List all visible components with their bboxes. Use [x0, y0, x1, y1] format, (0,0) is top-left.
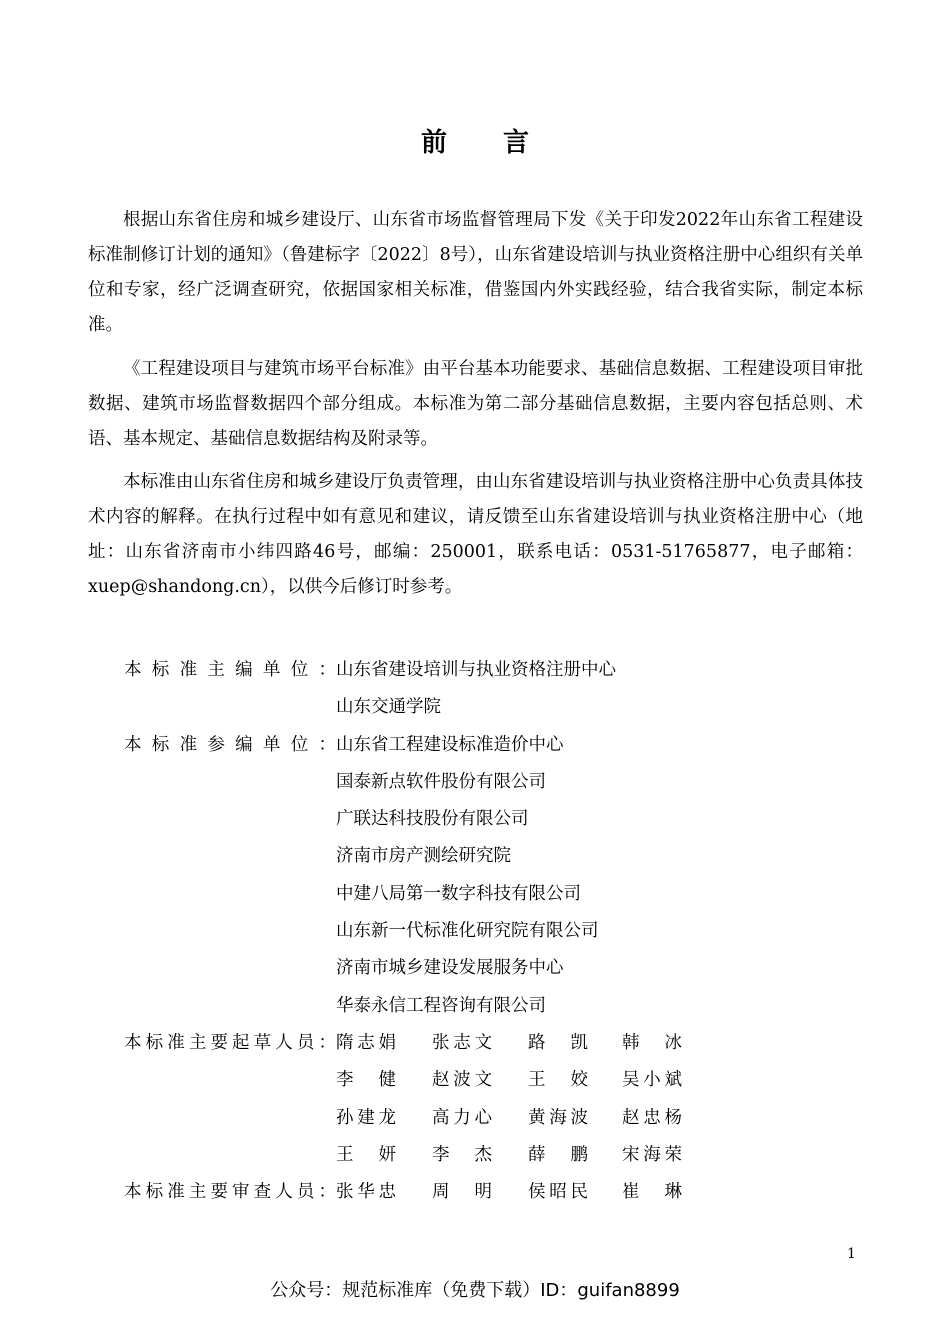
- drafter-row: [0, 1025, 950, 1062]
- reviewer-name: 侯昭民: [528, 1182, 588, 1203]
- participating-unit-row: [0, 988, 950, 1025]
- participating-unit: 广联达科技股份有限公司: [336, 809, 529, 830]
- reviewers-label: 本标准主要审查人员：: [124, 1182, 336, 1203]
- drafter-name: 孙建龙: [336, 1107, 396, 1128]
- credits-section: [0, 652, 950, 1211]
- drafter-name: 李杰: [432, 1144, 492, 1165]
- drafter-name: 王姣: [528, 1070, 588, 1091]
- drafter-name: 李健: [336, 1070, 396, 1091]
- participating-unit: 济南市城乡建设发展服务中心: [336, 958, 564, 979]
- participating-unit: 中建八局第一数字科技有限公司: [336, 883, 581, 904]
- participating-label: 本标准参编单位：: [124, 734, 336, 755]
- drafter-name: 赵忠杨: [622, 1107, 682, 1128]
- chief-editor-row: [0, 689, 950, 726]
- chief-editor-unit: 山东省建设培训与执业资格注册中心: [336, 660, 616, 680]
- participating-unit-row: [0, 950, 950, 987]
- chief-editor-unit: 山东交通学院: [336, 697, 441, 718]
- drafters-label: 本标准主要起草人员：: [124, 1032, 336, 1053]
- reviewer-row: [0, 1174, 950, 1211]
- page-number: 1: [847, 1246, 856, 1262]
- drafter-name: 韩冰: [622, 1032, 682, 1053]
- preface-paragraph-1: 根据山东省住房和城乡建设厅、山东省市场监督管理局下发《关于印发2022年山东省工程建设标准制修订计划的通知》（鲁建标字〔2022〕8号），山东省建设培训与执业资格注册中心组织有关单位和专家，经广泛调查研究，依据国家相关标准，借鉴国内外实践经验，结合我省实际，制定本标准。: [88, 210, 863, 335]
- drafter-name: 宋海荣: [622, 1144, 682, 1165]
- participating-unit-row: [0, 801, 950, 838]
- participating-unit: 山东新一代标准化研究院有限公司: [336, 921, 599, 942]
- drafter-name: 赵波文: [432, 1070, 492, 1091]
- drafter-name: 隋志娟: [336, 1032, 396, 1053]
- drafter-row: [0, 1062, 950, 1099]
- preface-paragraph-3: 本标准由山东省住房和城乡建设厅负责管理，由山东省建设培训与执业资格注册中心负责具体技术内容的解释。在执行过程中如有意见和建议，请反馈至山东省建设培训与执业资格注册中心（地址：山东省济南市小纬四路46号，邮编：250001，联系电话：0531-51765877，电子邮箱：xuep@shandong.cn），以供今后修订时参考。: [88, 472, 863, 597]
- reviewer-name: 周明: [432, 1182, 492, 1203]
- drafter-name: 黄海波: [528, 1107, 588, 1128]
- participating-unit-row: [0, 764, 950, 801]
- footer-watermark-text: 公众号：规范标准库（免费下载）ID：guifan8899: [270, 1280, 680, 1301]
- drafter-name: 薛鹏: [528, 1144, 588, 1165]
- drafter-name: 吴小斌: [622, 1070, 682, 1091]
- participating-unit-row: [0, 727, 950, 764]
- drafter-name: 路凯: [528, 1032, 588, 1053]
- participating-unit-row: [0, 913, 950, 950]
- reviewer-name: 崔琳: [622, 1182, 682, 1203]
- drafter-row: [0, 1100, 950, 1137]
- page-title: 前言: [420, 128, 585, 158]
- drafter-row: [0, 1137, 950, 1174]
- drafter-name: 王妍: [336, 1144, 396, 1165]
- participating-unit-row: [0, 876, 950, 913]
- chief-editor-label: 本标准主编单位：: [124, 660, 336, 680]
- participating-unit: 济南市房产测绘研究院: [336, 846, 511, 867]
- participating-unit: 国泰新点软件股份有限公司: [336, 771, 546, 792]
- drafter-name: 高力心: [432, 1107, 492, 1128]
- participating-unit: 华泰永信工程咨询有限公司: [336, 995, 546, 1016]
- preface-paragraph-2: 《工程建设项目与建筑市场平台标准》由平台基本功能要求、基础信息数据、工程建设项目审批数据、建筑市场监督数据四个部分组成。本标准为第二部分基础信息数据，主要内容包括总则、术语、基本规定、基础信息数据结构及附录等。: [88, 359, 863, 449]
- participating-unit: 山东省工程建设标准造价中心: [336, 734, 564, 755]
- drafter-name: 张志文: [432, 1032, 492, 1053]
- reviewer-name: 张华忠: [336, 1182, 396, 1203]
- chief-editor-row: [0, 652, 950, 689]
- participating-unit-row: [0, 838, 950, 875]
